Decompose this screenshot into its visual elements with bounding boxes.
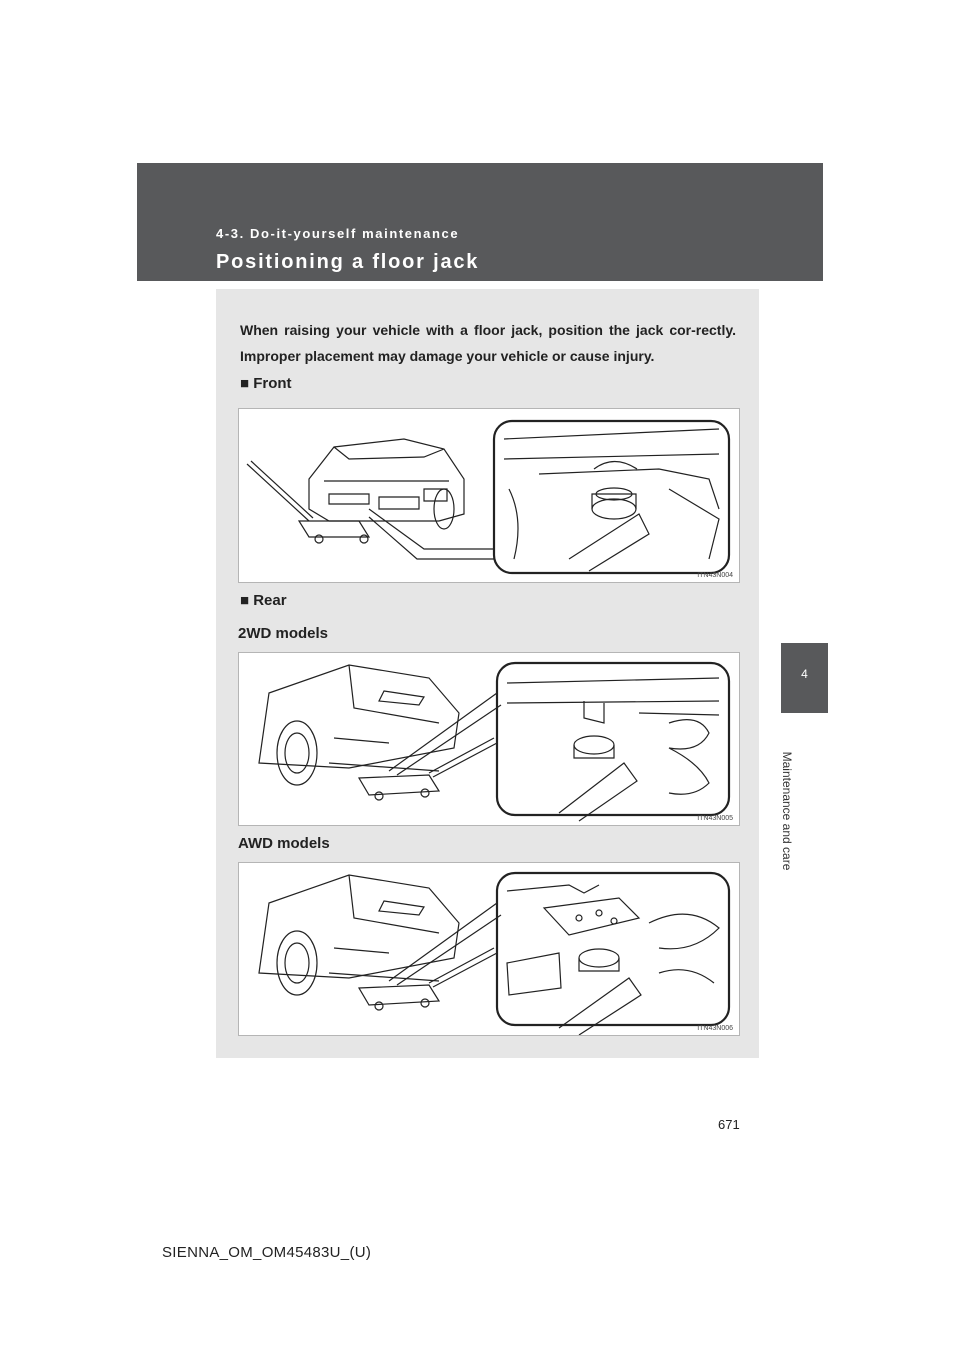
awd-models-label: AWD models <box>238 835 330 852</box>
page-title: Positioning a floor jack <box>216 251 480 273</box>
chapter-tab[interactable] <box>781 643 828 713</box>
content-panel <box>216 289 759 1058</box>
chapter-label <box>767 751 807 871</box>
chapter-number: 4 <box>801 667 808 681</box>
2wd-models-label: 2WD models <box>238 625 329 642</box>
figure-code: ITN43N005 <box>697 815 733 822</box>
rear-2wd-jack-illustration <box>238 652 740 826</box>
figure-code: ITN43N006 <box>697 1025 733 1032</box>
rear-2wd-illustration <box>239 653 739 825</box>
page-number: 671 <box>718 1117 740 1132</box>
rear-heading: ■ Rear <box>240 592 287 609</box>
front-heading: ■ Front <box>240 375 292 392</box>
figure-code: ITN43N004 <box>697 572 733 579</box>
section-label: 4-3. Do-it-yourself maintenance <box>216 226 460 241</box>
document-id: SIENNA_OM_OM45483U_(U) <box>162 1244 372 1261</box>
rear-awd-jack-illustration <box>238 862 740 1036</box>
header-bar <box>137 163 823 281</box>
chapter-label-text: Maintenance and care <box>780 751 794 871</box>
front-jack-illustration <box>238 408 740 583</box>
front-illustration <box>239 409 739 582</box>
rear-awd-illustration <box>239 863 739 1035</box>
intro-text: When raising your vehicle with a floor jack, position the jack cor-rectly. Improper placement may damage your vehicle or cause injury. <box>240 322 736 364</box>
